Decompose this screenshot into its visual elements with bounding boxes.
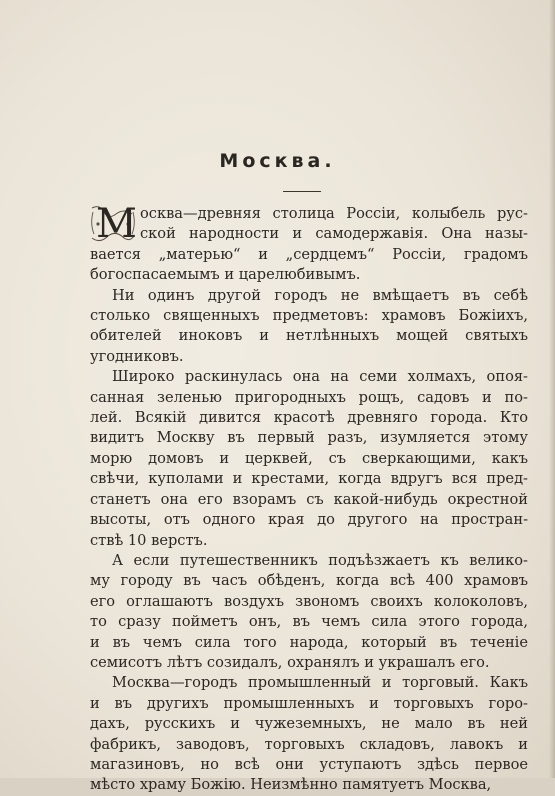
paragraph-line: Москва—городъ промышленный и торговый. Какъ: [112, 674, 528, 692]
paragraph-line: угодниковъ.: [90, 347, 184, 365]
paragraph-line: свѣчи, куполами и крестами, когда вдругъ вся пред-: [90, 470, 528, 488]
paragraph-line: ствѣ 10 верстъ.: [90, 531, 208, 549]
paragraph-line: ской народности и самодержавія. Она назы-: [140, 225, 528, 243]
paragraph-line-first: осква—древняя столица Россіи, колыбель рус-: [140, 205, 528, 222]
page-edge-shadow: [549, 0, 555, 778]
paragraph-line: лей. Всякій дивится красотѣ древняго города. Кто: [90, 409, 528, 427]
dropcap-letter: М: [96, 201, 137, 247]
paragraph-line: богоспасаемымъ и царелюбивымъ.: [90, 266, 361, 284]
paragraph-line: морю домовъ и церквей, съ сверкающими, какъ: [90, 449, 528, 467]
paragraph-line: А если путешественникъ подъѣзжаетъ къ велико-: [112, 551, 528, 569]
paragraph-line: Ни одинъ другой городъ не вмѣщаетъ въ себѣ: [112, 286, 528, 304]
body-text: [90, 201, 528, 796]
paragraph-line: мѣсто храму Божію. Неизмѣнно памятуетъ Москва,: [90, 776, 492, 794]
paragraph-line: санная зеленью пригородныхъ рощъ, садовъ и по-: [90, 388, 528, 406]
paragraph-line: семисотъ лѣтъ созидалъ, охранялъ и украшалъ его.: [90, 653, 490, 671]
paragraph-line: видитъ Москву въ первый разъ, изумляется этому: [90, 429, 528, 447]
paragraph-line: магазиновъ, но всѣ они уступаютъ здѣсь первое: [90, 755, 528, 773]
paragraph-line: его оглашаютъ воздухъ звономъ своихъ колоколовъ,: [90, 592, 528, 610]
paragraph-line: обителей иноковъ и нетлѣнныхъ мощей святыхъ: [90, 327, 528, 345]
paragraph-line: то сразу пойметъ онъ, въ чемъ сила этого города,: [90, 613, 528, 631]
paragraph-line: вается „матерью“ и „сердцемъ“ Россіи, градомъ: [90, 245, 528, 263]
paragraph-line: станетъ она его взорамъ съ какой-нибудь окрестной: [90, 490, 528, 508]
paragraph-line: Широко раскинулась она на семи холмахъ, опоя-: [112, 368, 528, 386]
paragraph-line: столько священныхъ предметовъ: храмовъ Божіихъ,: [90, 307, 528, 325]
paragraph-line: му городу въ часъ обѣденъ, когда всѣ 400 храмовъ: [90, 572, 528, 590]
paragraph-line: дахъ, русскихъ и чужеземныхъ, не мало въ ней: [90, 715, 528, 733]
paragraph-line: фабрикъ, заводовъ, торговыхъ складовъ, лавокъ и: [90, 735, 528, 753]
dropcap-ornament: [90, 201, 137, 247]
paragraph-line: и въ другихъ промышленныхъ и торговыхъ горо-: [90, 694, 528, 712]
paragraph-line: высоты, отъ одного края до другого на простран-: [90, 511, 528, 529]
paragraph-line: и въ чемъ сила того народа, который въ теченіе: [90, 633, 528, 651]
page-title: Москва.: [219, 150, 336, 172]
title-divider: [283, 191, 321, 192]
